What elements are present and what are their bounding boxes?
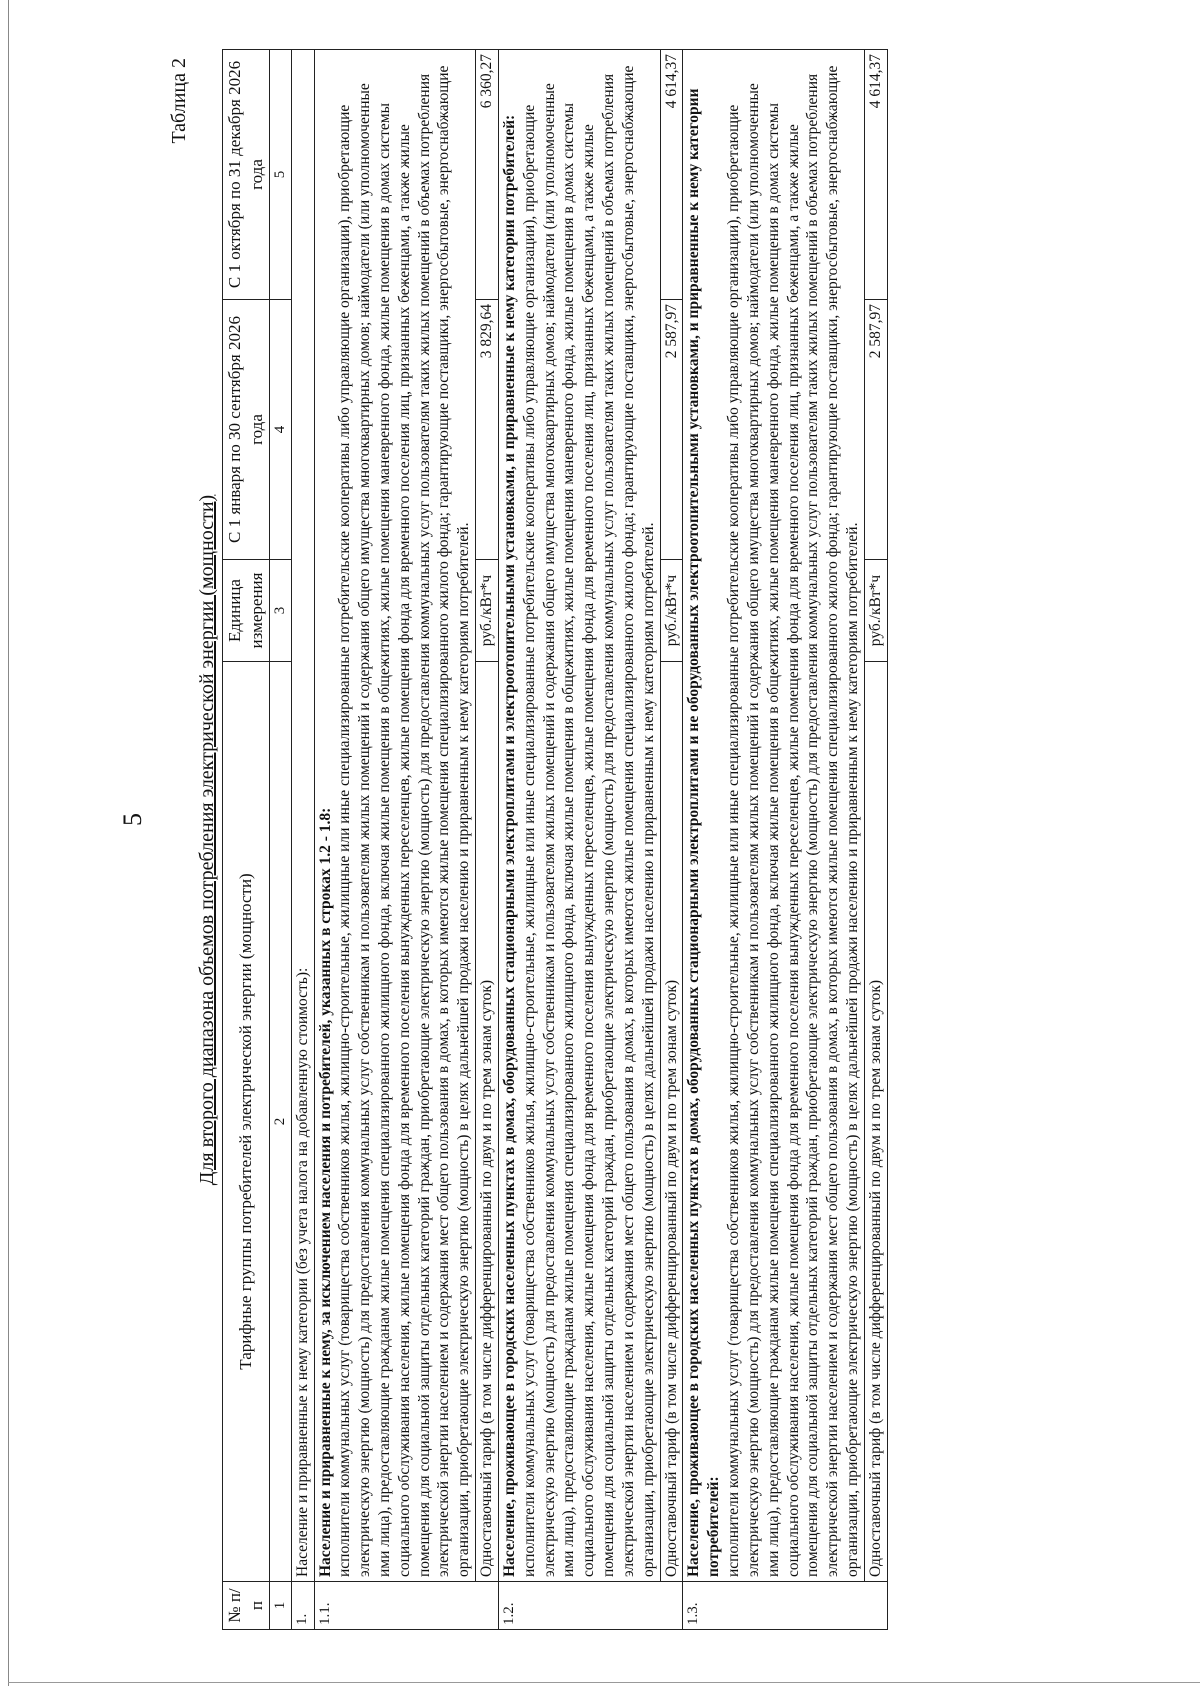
header-period-2: С 1 октября по 31 декабря 2026 года	[223, 50, 270, 300]
table-row	[498, 50, 660, 1630]
rate-label: Одноставочный тариф (в том числе дифференцированный по двум и по трем зонам суток)	[864, 662, 887, 1582]
rate-label: Одноставочный тариф (в том числе дифференцированный по двум и по трем зонам суток)	[476, 662, 499, 1582]
value-period-1: 2 587,97	[660, 300, 683, 560]
row-number: 1.2.	[498, 1582, 682, 1630]
scan-edge	[8, 1682, 1200, 1683]
tariff-value-row	[660, 50, 683, 1630]
row-description	[498, 50, 660, 1582]
row-number: 1.	[291, 1582, 314, 1630]
table-caption: Таблица 2	[168, 58, 190, 144]
row-desc: исполнители коммунальных услуг (товарищества собственников жилья, жилищно-строительные, жилищные или иные специализированные потребительские кооперативы либо управляющие организации), приобретающие электрическую энергию (мощность) для предоставления коммунальных услуг собственникам и пользователям жилых помещений и содержания общего имущества многоквартирных домов; наймодатели (или уполномоченные ими лица), предоставляющие гражданам жилые помещения специализированного жилищного фонда, включая жилые помещения в общежитиях, жилые помещения маневренного фонда, жилые помещения в домах системы социального обслуживания населения, жилые помещения фонда для временного поселения вынужденных переселенцев, жилые помещения фонда для временного поселения лиц, признанных беженцами, а также жилые помещения для социальной защиты отдельных категорий граждан, приобретающие электрическую энергию (мощность) для предоставления коммунальных услуг пользователям таких жилых помещений в объемах потребления электрической энергии населением и содержания мест общего пользования в домах, в которых имеются жилые помещения специализированного жилого фонда; гарантирующие поставщики, энергосбытовые, энергоснабжающие организации, приобретающие электрическую энергию (мощность) в целях дальнейшей продажи населению и приравненным к нему категориям потребителей.	[520, 65, 657, 1577]
header-row	[223, 50, 270, 1630]
value-period-1: 2 587,97	[864, 300, 887, 560]
column-index: 5	[269, 50, 291, 300]
value-period-2: 4 614,37	[864, 50, 887, 300]
header-name: Тарифные группы потребителей электрической энергии (мощности)	[223, 662, 270, 1582]
row-number: 1.3.	[683, 1582, 887, 1630]
tariff-table	[222, 49, 888, 1630]
scan-edge	[8, 0, 9, 1686]
row-description	[314, 50, 476, 1582]
tariff-value-row	[476, 50, 499, 1630]
row-text: Население и приравненные к нему категории (без учета налога на добавленную стоимость):	[291, 50, 314, 1582]
row-heading: Население, проживающее в городских населенных пунктах в домах, оборудованных стационарными электроплитами и не оборудованных электроотопительными установками, и приравненные к нему категории потребителей:	[685, 88, 723, 1577]
header-num: № п/п	[223, 1582, 270, 1630]
row-description	[683, 50, 864, 1582]
value-period-2: 4 614,37	[660, 50, 683, 300]
rotated-page	[150, 40, 1190, 1640]
table-row	[314, 50, 476, 1630]
unit-cell: руб./кВт*ч	[476, 560, 499, 662]
column-index: 1	[269, 1582, 291, 1630]
row-desc: исполнители коммунальных услуг (товарищества собственников жилья, жилищно-строительные, жилищные или иные специализированные потребительские кооперативы либо управляющие организации), приобретающие электрическую энергию (мощность) для предоставления коммунальных услуг собственникам и пользователям жилых помещений и содержания общего имущества многоквартирных домов; наймодатели (или уполномоченные ими лица), предоставляющие гражданам жилые помещения специализированного жилищного фонда, включая жилые помещения в общежитиях, жилые помещения маневренного фонда, жилые помещения в домах системы социального обслуживания населения, жилые помещения фонда для временного поселения вынужденных переселенцев, жилые помещения фонда для временного поселения лиц, признанных беженцами, а также жилые помещения для социальной защиты отдельных категорий граждан, приобретающие электрическую энергию (мощность) для предоставления коммунальных услуг пользователям таких жилых помещений в объемах потребления электрической энергии населением и содержания мест общего пользования в домах, в которых имеются жилые помещения специализированного жилого фонда; гарантирующие поставщики, энергосбытовые, энергоснабжающие организации, приобретающие электрическую энергию (мощность) в целях дальнейшей продажи населению и приравненным к нему категориям потребителей.	[336, 65, 473, 1577]
column-index: 4	[269, 300, 291, 560]
unit-cell: руб./кВт*ч	[864, 560, 887, 662]
page-number: 5	[118, 813, 147, 826]
document-title: Для второго диапазона объемов потребления электрической энергии (мощности)	[196, 494, 218, 1186]
column-index: 3	[269, 560, 291, 662]
tariff-value-row	[864, 50, 887, 1630]
row-heading: Население и приравненные к нему, за исключением населения и потребителей, указанных в строках 1.2 - 1.8:	[316, 807, 334, 1577]
value-period-2: 6 360,27	[476, 50, 499, 300]
unit-cell: руб./кВт*ч	[660, 560, 683, 662]
column-index-row	[269, 50, 291, 1630]
column-index: 2	[269, 662, 291, 1582]
row-heading: Население, проживающее в городских населенных пунктах в домах, оборудованных стационарными электроплитами и электроотопительными установками, и приравненные к нему категории потребителей:	[500, 114, 518, 1577]
table-row	[683, 50, 864, 1630]
header-period-1: С 1 января по 30 сентября 2026 года	[223, 300, 270, 560]
row-desc: исполнители коммунальных услуг (товарищества собственников жилья, жилищно-строительные, жилищные или иные специализированные потребительские кооперативы либо управляющие организации), приобретающие электрическую энергию (мощность) для предоставления коммунальных услуг собственникам и пользователям жилых помещений и содержания общего имущества многоквартирных домов; наймодатели (или уполномоченные ими лица), предоставляющие гражданам жилые помещения специализированного жилищного фонда, включая жилые помещения в общежитиях, жилые помещения маневренного фонда, жилые помещения в домах системы социального обслуживания населения, жилые помещения фонда для временного поселения вынужденных переселенцев, жилые помещения фонда для временного поселения лиц, признанных беженцами, а также жилые помещения для социальной защиты отдельных категорий граждан, приобретающие электрическую энергию (мощность) для предоставления коммунальных услуг пользователям таких жилых помещений в объемах потребления электрической энергии населением и содержания мест общего пользования в домах, в которых имеются жилые помещения специализированного жилого фонда; гарантирующие поставщики, энергосбытовые, энергоснабжающие организации, приобретающие электрическую энергию (мощность) в целях дальнейшей продажи населению и приравненным к нему категориям потребителей.	[725, 65, 862, 1577]
row-number: 1.1.	[314, 1582, 498, 1630]
header-unit: Единица измерения	[223, 560, 270, 662]
value-period-1: 3 829,64	[476, 300, 499, 560]
table-row	[291, 50, 314, 1630]
rate-label: Одноставочный тариф (в том числе дифференцированный по двум и по трем зонам суток)	[660, 662, 683, 1582]
